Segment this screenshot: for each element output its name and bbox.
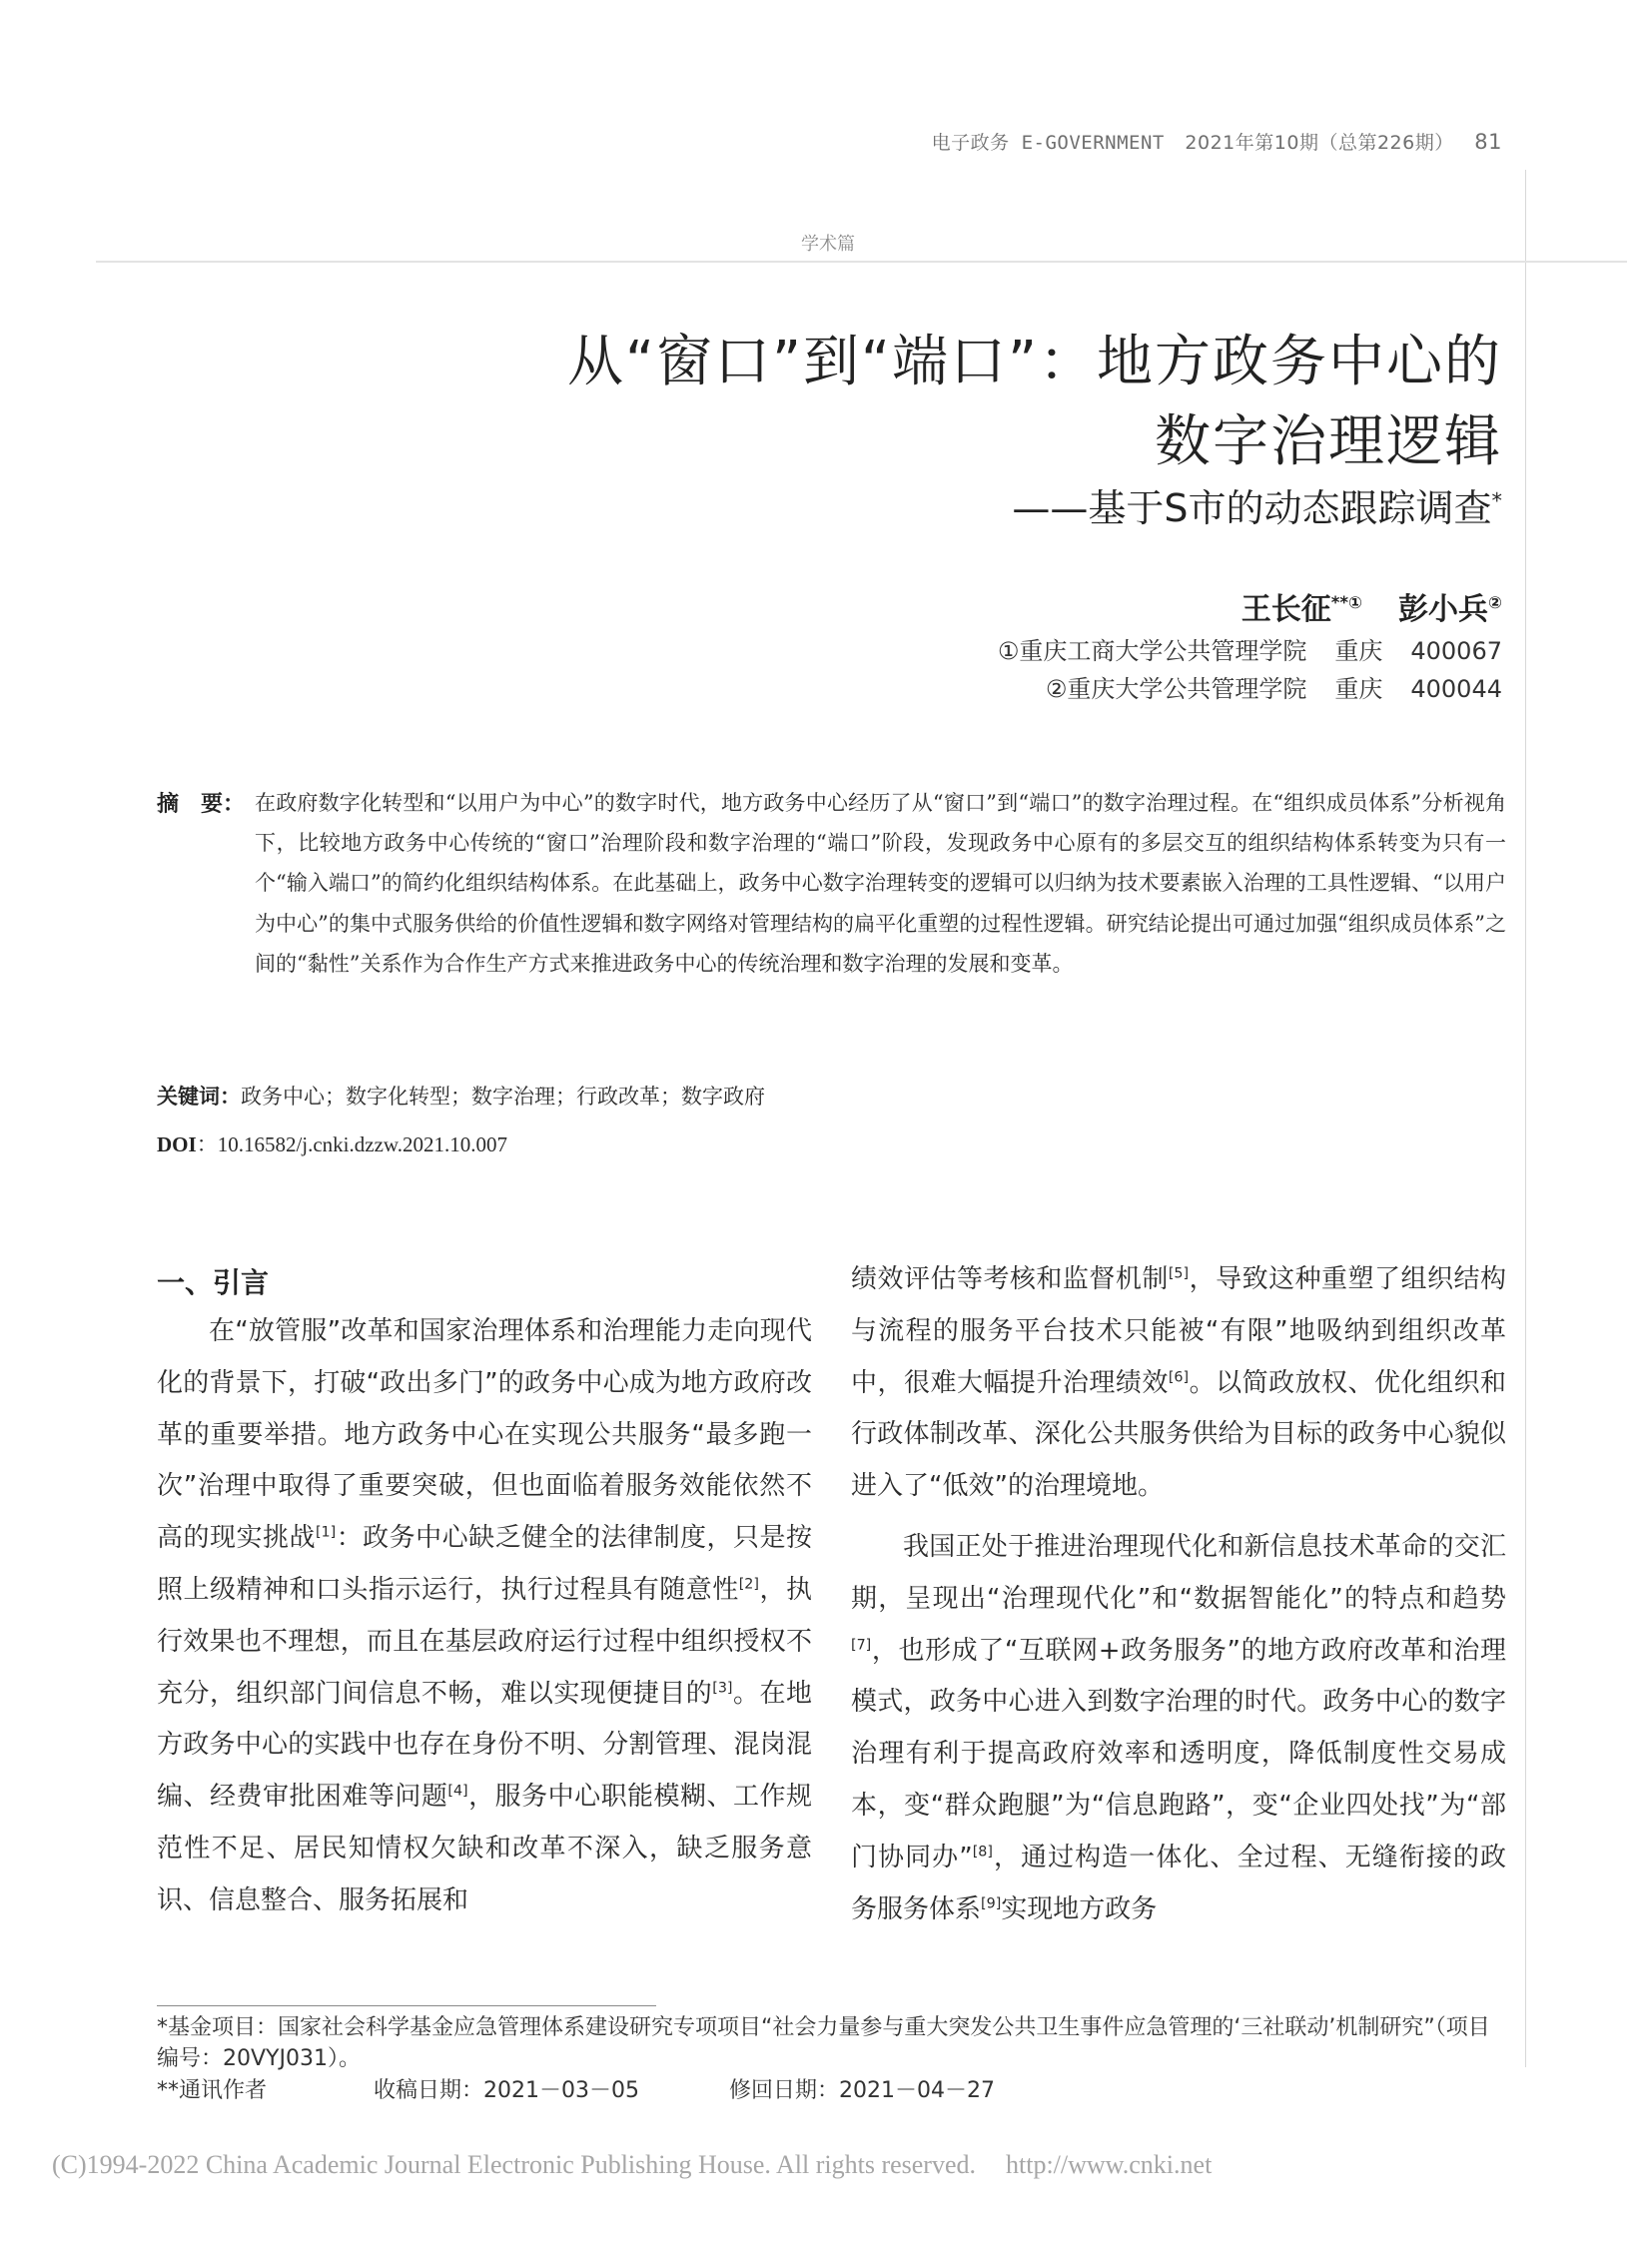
citation: [8] bbox=[972, 1844, 993, 1861]
text-run: 。在地方政务中心的实践中也存在身份不明、分割管理、混岗混编、经费审批困难等问题 bbox=[157, 1678, 812, 1813]
running-header bbox=[932, 128, 1502, 155]
author-line bbox=[1241, 584, 1502, 628]
corresponding-author-note: **通讯作者 bbox=[157, 2078, 268, 2103]
subtitle-text: ——基于S市的动态跟踪调查 bbox=[1012, 486, 1492, 530]
abstract-text: 在政府数字化转型和“以用户为中心”的数字时代，地方政务中心经历了从“窗口”到“端口”的数字治理过程。在“组织成员体系”分析视角下，比较地方政务中心传统的“窗口”治理阶段和数字治理的“端口”阶段，发现政务中心原有的多层交互的组织结构体系转变为只有一个“输入端口”的简约化组织结构体系。在此基础上，政务中心数字治理转变的逻辑可以归纳为技术要素嵌入治理的工具性逻辑、“以用户为中心”的集中式服务供给的价值性逻辑和数字网络对管理结构的扁平化重塑的过程性逻辑。研究结论提出可通过加强“组织成员体系”之间的“黏性”关系作为合作生产方式来推进政务中心的传统治理和数字治理的发展和变革。 bbox=[255, 791, 1506, 976]
doi-label: DOI bbox=[157, 1132, 197, 1156]
keywords bbox=[157, 1081, 765, 1111]
text-run: 我国正处于推进治理现代化和新信息技术革命的交汇期，呈现出“治理现代化”和“数据智能化”的特点和趋势 bbox=[851, 1531, 1506, 1614]
author-1-mark: **① bbox=[1330, 593, 1363, 612]
issue-info: 2021年第10期（总第226期） bbox=[1185, 132, 1454, 154]
title-line-1: 从“窗口”到“端口”：地方政务中心的 bbox=[566, 330, 1502, 394]
copyright-url: http://www.cnki.net bbox=[1006, 2150, 1213, 2179]
citation: [5] bbox=[1168, 1265, 1190, 1282]
journal-name: 电子政务 E-GOVERNMENT bbox=[931, 132, 1165, 154]
doi-separator: ： bbox=[196, 1132, 218, 1156]
paragraph bbox=[157, 1306, 812, 1927]
margin-rule bbox=[1525, 170, 1526, 2067]
affiliation-2 bbox=[1046, 669, 1502, 704]
affiliation-1-name: ①重庆工商大学公共管理学院 bbox=[997, 637, 1307, 665]
citation: [3] bbox=[712, 1679, 733, 1696]
footnote-dates bbox=[157, 2075, 1505, 2106]
header-divider bbox=[96, 261, 1627, 263]
affiliation-2-name: ②重庆大学公共管理学院 bbox=[1045, 675, 1307, 703]
citation: [2] bbox=[738, 1576, 759, 1593]
text-run: 在“放管服”改革和国家治理体系和治理能力走向现代化的背景下，打破“政出多门”的政务中心成为地方政府改革的重要举措。地方政务中心在实现公共服务“最多跑一次”治理中取得了重要突破，但也面临着服务效能依然不高的现实挑战 bbox=[157, 1316, 812, 1554]
citation: [1] bbox=[315, 1524, 337, 1541]
doi bbox=[157, 1128, 507, 1158]
affiliation-2-city: 重庆 bbox=[1334, 675, 1383, 703]
abstract-label: 摘 要： bbox=[157, 792, 246, 817]
text-run: ，导致这种重塑了组织结构与流程的服务平台技术只能被“有限”地吸纳到组织改革中，很难大幅提升治理绩效 bbox=[851, 1264, 1506, 1398]
text-run: ，执行效果也不理想，而且在基层政府运行过程中组织授权不充分，组织部门间信息不畅，难以实现便捷目的 bbox=[157, 1574, 812, 1709]
citation: [9] bbox=[981, 1894, 1002, 1911]
title-line-2: 数字治理逻辑 bbox=[1155, 409, 1502, 474]
keywords-text: 政务中心；数字化转型；数字治理；行政改革；数字政府 bbox=[241, 1085, 765, 1109]
text-run: ，通过构造一体化、全过程、无缝衔接的政务服务体系 bbox=[851, 1842, 1506, 1924]
author-2-mark: ② bbox=[1488, 593, 1502, 612]
revised-date: 修回日期：2021－04－27 bbox=[729, 2078, 995, 2103]
paragraph bbox=[851, 1522, 1506, 1935]
author-1: 王长征 bbox=[1240, 592, 1331, 627]
text-run: 绩效评估等考核和监督机制 bbox=[851, 1264, 1169, 1294]
section-heading: 一、引言 bbox=[157, 1266, 270, 1299]
paragraph bbox=[851, 1254, 1506, 1513]
footnote-rule bbox=[157, 2005, 656, 2006]
page-number: 81 bbox=[1474, 130, 1502, 154]
keywords-label: 关键词： bbox=[157, 1085, 241, 1109]
body-column-right bbox=[851, 1254, 1506, 1935]
affiliation-1-zip: 400067 bbox=[1410, 637, 1502, 665]
section-label: 学术篇 bbox=[801, 234, 855, 255]
text-run: ：政务中心缺乏健全的法律制度，只是按照上级精神和口头指示运行，执行过程具有随意性 bbox=[157, 1523, 812, 1605]
copyright-text: (C)1994-2022 China Academic Journal Electronic Publishing House. All rights reserved. bbox=[52, 2150, 976, 2179]
text-run: ，服务中心职能模糊、工作规范性不足、居民知情权欠缺和改革不深入，缺乏服务意识、信息整合、服务拓展和 bbox=[157, 1782, 812, 1915]
body-column-left bbox=[157, 1306, 812, 1927]
affiliation-1-city: 重庆 bbox=[1334, 637, 1383, 665]
copyright-line bbox=[52, 2150, 1212, 2180]
text-run: 。以简政放权、优化组织和行政体制改革、深化公共服务供给为目标的政务中心貌似进入了“低效”的治理境地。 bbox=[851, 1367, 1506, 1502]
author-2: 彭小兵 bbox=[1398, 592, 1489, 627]
received-date: 收稿日期：2021－03－05 bbox=[374, 2078, 639, 2103]
citation: [7] bbox=[851, 1636, 872, 1653]
affiliation-2-zip: 400044 bbox=[1410, 675, 1502, 703]
citation: [4] bbox=[447, 1783, 468, 1800]
footnote-fund: *基金项目：国家社会科学基金应急管理体系建设研究专项项目“社会力量参与重大突发公共卫生事件应急管理的‘三社联动’机制研究”（项目编号：20VYJ031）。 bbox=[157, 2015, 1490, 2071]
text-run: 实现地方政务 bbox=[1001, 1893, 1158, 1924]
text-run: ，也形成了“互联网+政务服务”的地方政府改革和治理模式，政务中心进入到数字治理的时代。政务中心的数字治理有利于提高政府效率和透明度，降低制度性交易成本，变“群众跑腿”为“信息跑路”，变“企业四处找”为“部门协同办” bbox=[851, 1635, 1506, 1872]
subtitle bbox=[1012, 477, 1502, 532]
affiliation-1 bbox=[998, 631, 1502, 666]
citation: [6] bbox=[1168, 1368, 1190, 1385]
doi-value: 10.16582/j.cnki.dzzw.2021.10.007 bbox=[217, 1132, 507, 1156]
subtitle-footnote-mark: * bbox=[1491, 488, 1502, 513]
